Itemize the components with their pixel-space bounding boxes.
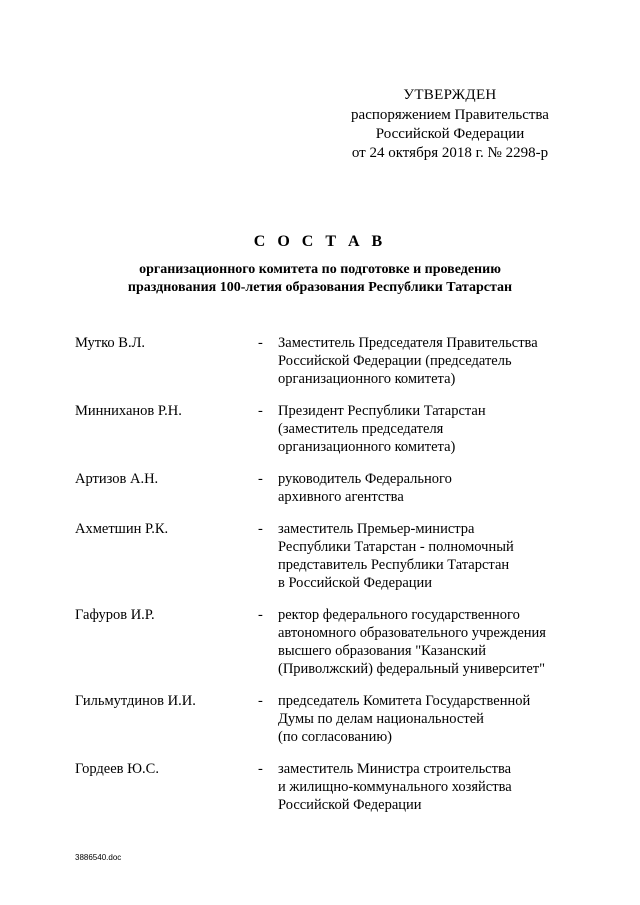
member-role: руководитель Федерального архивного агентства [278, 471, 452, 505]
member-dash: - [258, 335, 263, 351]
member-name: Гильмутдинов И.И. [75, 693, 196, 709]
member-dash: - [258, 471, 263, 487]
member-name: Минниханов Р.Н. [75, 403, 182, 419]
member-dash: - [258, 761, 263, 777]
member-name: Мутко В.Л. [75, 335, 146, 351]
member-dash: - [258, 607, 263, 623]
approval-line-2: Российской Федерации [375, 126, 525, 142]
member-dash: - [258, 403, 263, 419]
document-subtitle [70, 261, 570, 297]
member-dash: - [258, 693, 263, 709]
approval-block [330, 86, 570, 163]
member-role: заместитель Министра строительства и жилищно-коммунального хозяйства Российской Федерации [278, 761, 512, 813]
member-name: Гафуров И.Р. [75, 607, 155, 623]
member-row [75, 520, 575, 592]
member-row [75, 470, 575, 506]
member-role: Президент Республики Татарстан (заместитель председателя организационного комитета) [278, 403, 486, 455]
member-name: Артизов А.Н. [75, 471, 159, 487]
member-role: Заместитель Председателя Правительства Российской Федерации (председатель организационного комитета) [278, 335, 538, 387]
subtitle-line-2: празднования 100-летия образования Республики Татарстан [127, 280, 513, 295]
document-file-code: 3886540.doc [75, 853, 122, 862]
approval-line-1: распоряжением Правительства [351, 107, 549, 123]
member-role: ректор федерального государственного автономного образовательного учреждения высшего образования "Казанский (Приволжский) федеральный университет" [278, 607, 546, 677]
member-row [75, 334, 575, 388]
member-row [75, 402, 575, 456]
member-row [75, 760, 575, 814]
member-list [75, 334, 575, 814]
member-row [75, 606, 575, 678]
member-role: председатель Комитета Государственной Думы по делам национальностей (по согласованию) [278, 693, 531, 745]
subtitle-line-1: организационного комитета по подготовке и проведению [139, 262, 501, 277]
member-name: Ахметшин Р.К. [75, 521, 169, 537]
member-dash: - [258, 521, 263, 537]
member-row [75, 692, 575, 746]
document-title: С О С Т А В [253, 233, 387, 250]
approval-title: УТВЕРЖДЕН [403, 87, 497, 103]
member-name: Гордеев Ю.С. [75, 761, 159, 777]
approval-line-3: от 24 октября 2018 г. № 2298-р [351, 145, 549, 161]
member-role: заместитель Премьер-министра Республики Татарстан - полномочный представитель Республики Татарстан в Российской Федерации [278, 521, 514, 591]
